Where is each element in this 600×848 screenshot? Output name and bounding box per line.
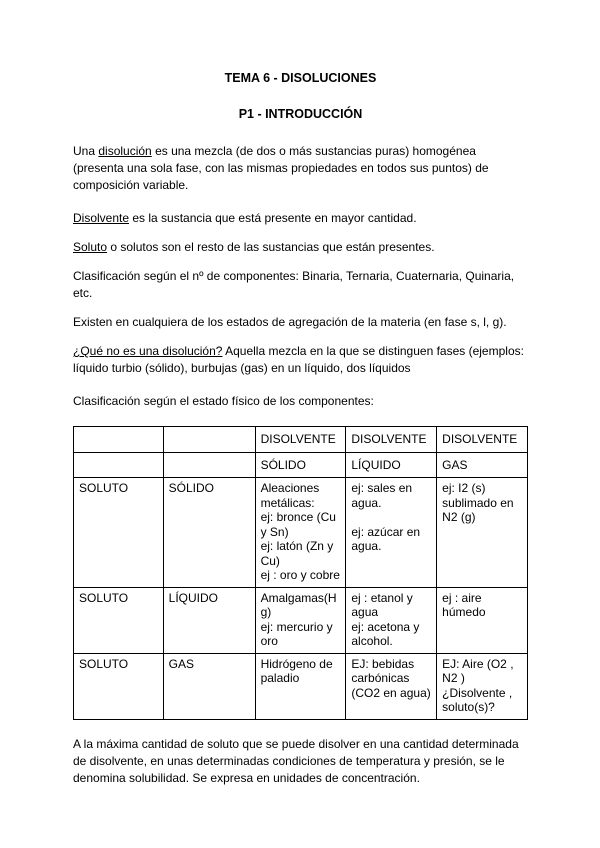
what-not-paragraph <box>73 343 528 377</box>
table-cell: EJ: Aire (O2 , N2 ) ¿Disolvente , soluto(s)? <box>437 653 528 719</box>
table-cell <box>74 452 164 478</box>
what-not-term: ¿Qué no es una disolución? <box>73 344 223 358</box>
definition-text: es una mezcla (de dos o más sustancias puras) homogénea (presenta una sola fase, con las mismas propiedades en todos sus puntos) de composición variable. <box>73 144 489 192</box>
table-cell: Amalgamas(Hg) ej: mercurio y oro <box>255 587 346 653</box>
table-cell: Aleaciones metálicas: ej: bronce (Cu y Sn) ej: latón (Zn y Cu) ej : oro y cobre <box>255 478 346 588</box>
table-cell: SOLUTO <box>74 478 164 588</box>
table-header-cell: DISOLVENTE <box>346 427 437 453</box>
table-header-cell: SÓLIDO <box>255 452 346 478</box>
table-cell <box>163 452 255 478</box>
table-cell: ej : aire húmedo <box>437 587 528 653</box>
definition-paragraph <box>73 143 528 194</box>
table-cell: SÓLIDO <box>163 478 255 588</box>
document-page <box>73 70 528 787</box>
what-not-text: Aquella mezcla en la que se distinguen fases (ejemplos: líquido turbio (sólido), burbujas (gas) en un líquido, dos líquidos <box>73 344 524 375</box>
physical-classification-paragraph: Clasificación según el estado físico de los componentes: <box>73 394 374 408</box>
solute-term: Soluto <box>73 240 108 254</box>
table-cell: Hidrógeno de paladio <box>255 653 346 719</box>
components-paragraph: Clasificación según el nº de componentes: Binaria, Ternaria, Cuaternaria, Quinaria, etc. <box>73 269 515 300</box>
cell-line: ej: azúcar en agua. <box>351 524 421 553</box>
table-header-cell: LÍQUIDO <box>346 452 437 478</box>
table-row <box>74 653 528 719</box>
table-cell: SOLUTO <box>74 587 164 653</box>
definition-prefix: Una <box>73 144 99 158</box>
table-header-row <box>74 452 528 478</box>
definition-term: disolución <box>98 144 152 158</box>
table-header-cell: DISOLVENTE <box>437 427 528 453</box>
table-cell <box>163 427 255 453</box>
table-cell: ej : etanol y agua ej: acetona y alcohol. <box>346 587 437 653</box>
table-cell: GAS <box>163 653 255 719</box>
table-cell: EJ: bebidas carbónicas (CO2 en agua) <box>346 653 437 719</box>
table-cell <box>346 478 437 588</box>
table-cell: ej: I2 (s) sublimado en N2 (g) <box>437 478 528 588</box>
table-header-cell: GAS <box>437 452 528 478</box>
table-cell: LÍQUIDO <box>163 587 255 653</box>
cell-line: ej: sales en agua. <box>351 481 413 510</box>
table-header-row <box>74 427 528 453</box>
solubility-paragraph: A la máxima cantidad de soluto que se puede disolver en una cantidad determinada de disolvente, en unas determinadas condiciones de temperatura y presión, se le denomina solubilidad. Se expresa en unidades de concentración. <box>73 736 519 785</box>
solvent-term: Disolvente <box>73 211 130 225</box>
solute-text: o solutos son el resto de las sustancias que están presentes. <box>107 240 435 254</box>
solvent-paragraph <box>73 210 528 227</box>
states-paragraph: Existen en cualquiera de los estados de agregación de la materia (en fase s, l, g). <box>73 315 507 329</box>
solute-paragraph <box>73 239 528 256</box>
solvent-text: es la sustancia que está presente en mayor cantidad. <box>129 211 417 225</box>
table-cell: SOLUTO <box>74 653 164 719</box>
page-title: TEMA 6 - DISOLUCIONES <box>224 71 377 85</box>
table-cell <box>74 427 164 453</box>
table-header-cell: DISOLVENTE <box>255 427 346 453</box>
table-row <box>74 587 528 653</box>
classification-table <box>73 426 528 720</box>
section-title: P1 - INTRODUCCIÓN <box>238 107 363 121</box>
table-row <box>74 478 528 588</box>
